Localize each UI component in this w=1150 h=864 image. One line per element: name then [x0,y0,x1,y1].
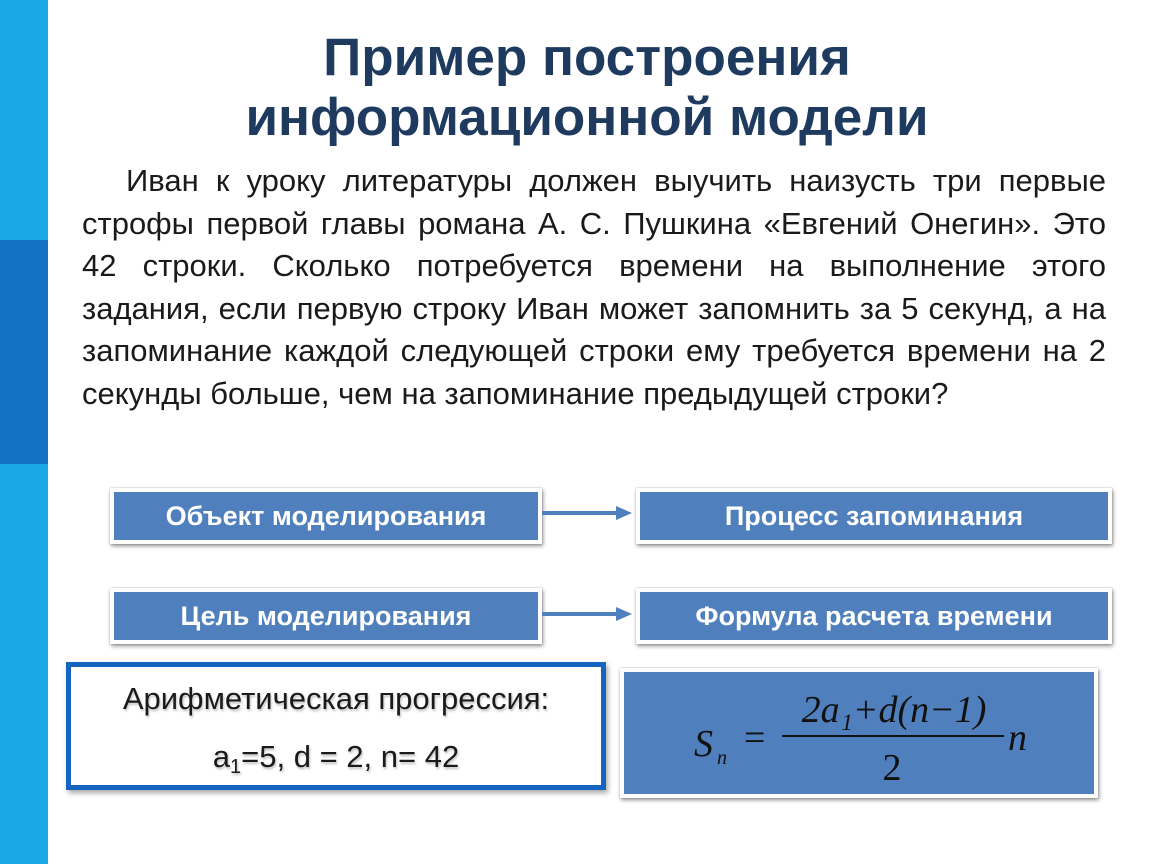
problem-text: Иван к уроку литературы должен выучить наизусть три первые строфы первой главы романа А. С. Пушкина «Евгений Онегин». Это 42 строки. Сколько потребуется времени на выполнение этого задания, если первую строку Иван может запомнить за 5 секунд, а на запоминание каждой следующей строки ему требуется времени на 2 секунды больше, чем на запоминание предыдущей строки? [82,163,1106,411]
arrow-right-icon [540,505,634,521]
progression-a-symbol: a [212,739,231,774]
object-of-modeling-box [110,488,542,544]
progression-values-rest: =5, d = 2, n= 42 [241,739,460,774]
time-formula-label: Формула расчета времени [695,600,1053,631]
formula-lhs-subscript: n [717,747,727,769]
formula-denominator: 2 [882,747,902,789]
slide-title-line-1: Пример построения [323,28,851,87]
goal-of-modeling-box [110,588,542,644]
memorization-process-box [636,488,1112,544]
formula-equals: = [744,717,766,759]
slide-title [12,28,1150,148]
sum-formula-box [620,668,1098,798]
memorization-process-label: Процесс запоминания [724,500,1024,531]
arrow-right-icon [540,606,634,622]
sidebar-segment-bottom [0,464,48,864]
formula-multiplier: n [1008,717,1027,759]
object-of-modeling-label: Объект моделирования [165,500,487,531]
sidebar-segment-middle [0,240,48,464]
progression-title: Арифметическая прогрессия: [122,681,550,716]
formula-numerator: 2a₁+d(n−1) [801,689,987,731]
formula-lhs: S [694,723,713,765]
slide-title-line-2: информационной модели [245,88,929,147]
sum-formula [624,672,1094,794]
arithmetic-progression-box [66,662,606,790]
progression-a-index: 1 [230,756,242,778]
time-formula-box [636,588,1112,644]
goal-of-modeling-label: Цель моделирования [180,600,472,631]
progression-values [71,739,601,779]
